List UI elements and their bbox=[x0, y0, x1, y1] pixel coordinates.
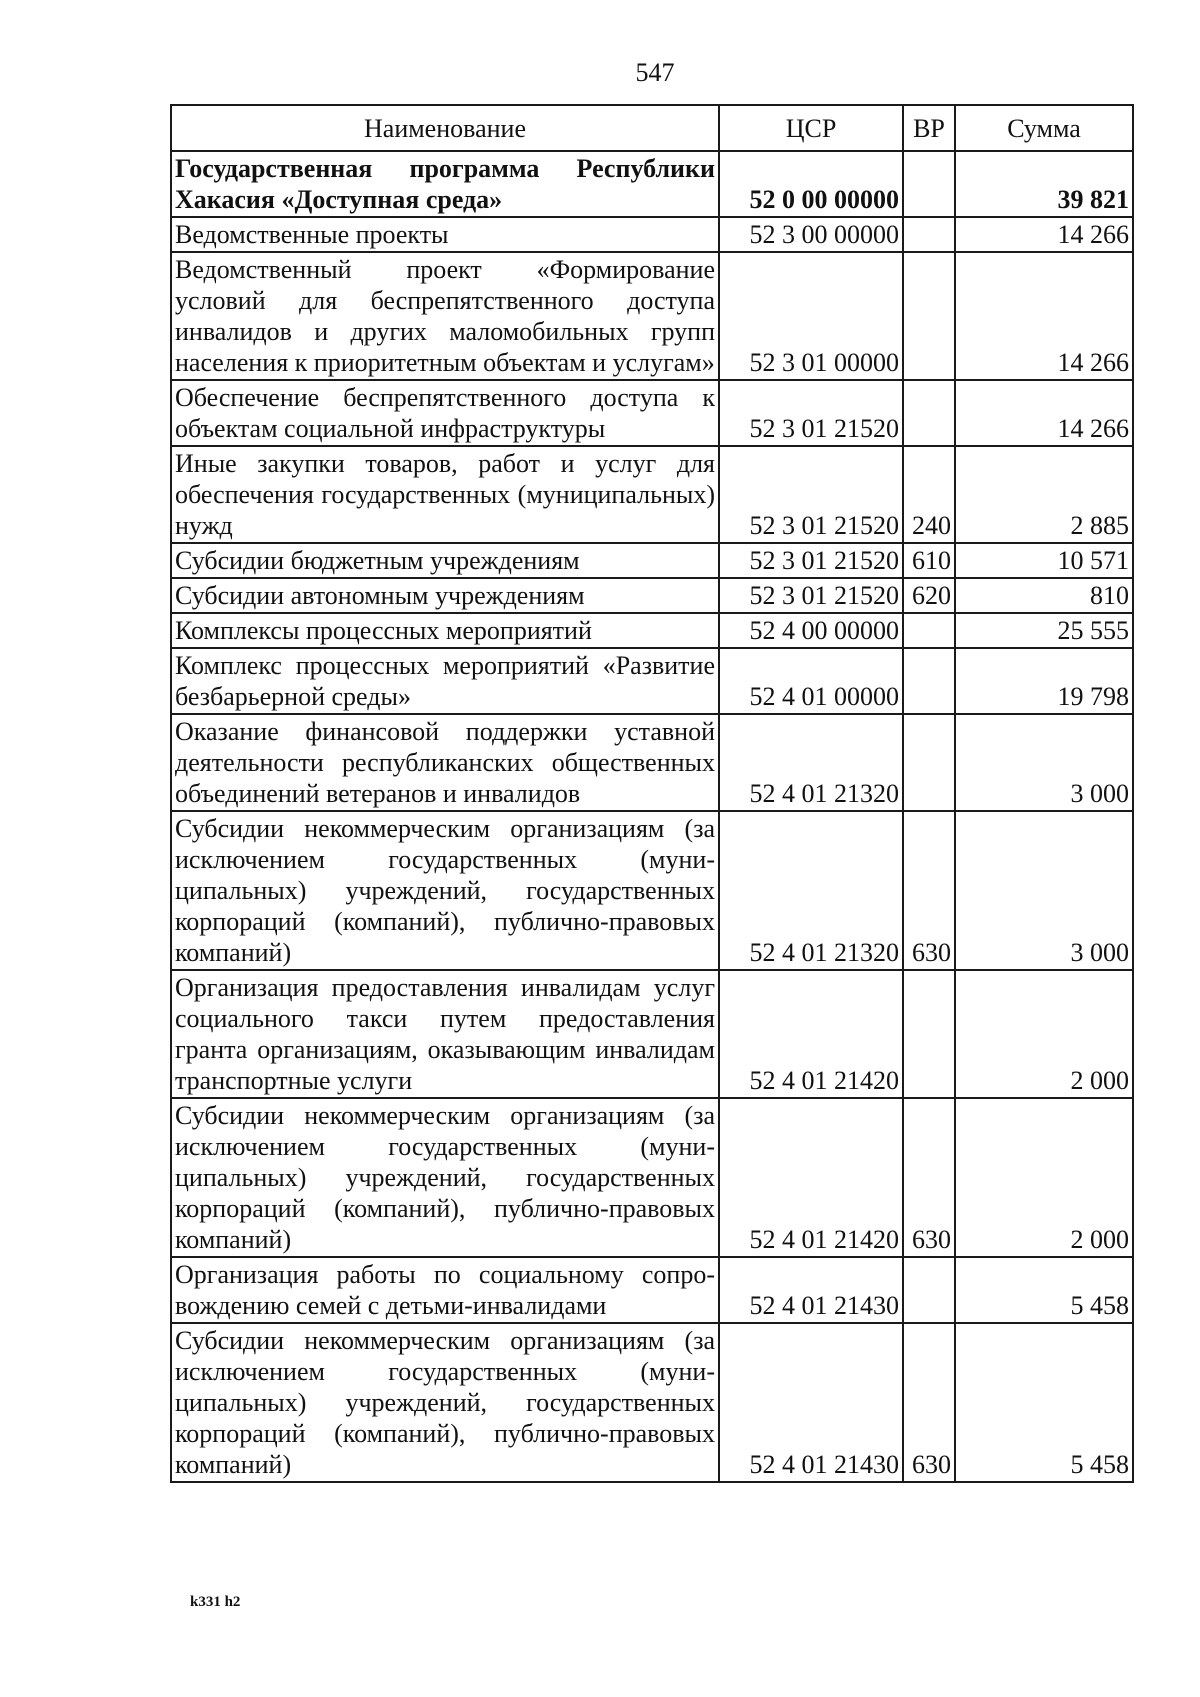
row-sum: 39 821 bbox=[955, 151, 1133, 217]
row-sum: 10 571 bbox=[955, 543, 1133, 578]
row-csr: 52 3 01 21520 bbox=[719, 578, 903, 613]
row-vr bbox=[903, 613, 955, 648]
row-csr: 52 4 01 21420 bbox=[719, 1098, 903, 1257]
row-sum: 3 000 bbox=[955, 811, 1133, 970]
table-row bbox=[171, 252, 1133, 380]
row-name: Организация предоставления инвалидам услуг социального такси путем предоставления гранта организациям, оказывающим инвалидам транспортные услуги bbox=[171, 970, 719, 1098]
row-sum: 5 458 bbox=[955, 1323, 1133, 1482]
row-name: Иные закупки товаров, работ и услуг для обеспечения государственных (муниципальных) нужд bbox=[171, 446, 719, 543]
row-sum: 19 798 bbox=[955, 648, 1133, 714]
row-sum: 2 000 bbox=[955, 970, 1133, 1098]
row-csr: 52 3 01 00000 bbox=[719, 252, 903, 380]
row-csr: 52 3 01 21520 bbox=[719, 543, 903, 578]
table-row bbox=[171, 970, 1133, 1098]
row-vr: 610 bbox=[903, 543, 955, 578]
row-csr: 52 4 01 21420 bbox=[719, 970, 903, 1098]
table-row bbox=[171, 446, 1133, 543]
header-sum: Сумма bbox=[955, 105, 1133, 151]
row-csr: 52 3 00 00000 bbox=[719, 217, 903, 252]
row-csr: 52 3 01 21520 bbox=[719, 446, 903, 543]
row-csr: 52 4 00 00000 bbox=[719, 613, 903, 648]
table-row bbox=[171, 151, 1133, 217]
budget-table bbox=[170, 104, 1134, 1483]
row-csr: 52 4 01 21430 bbox=[719, 1257, 903, 1323]
row-vr: 630 bbox=[903, 1323, 955, 1482]
row-vr bbox=[903, 217, 955, 252]
table-row bbox=[171, 1323, 1133, 1482]
row-name: Субсидии некоммерческим организациям (за исключением государственных (муниципальных) учреждений, государственных корпораций (компаний), публично-правовых компаний) bbox=[171, 1323, 719, 1482]
table-row bbox=[171, 578, 1133, 613]
table-row bbox=[171, 613, 1133, 648]
row-vr: 630 bbox=[903, 1098, 955, 1257]
row-csr: 52 4 01 21430 bbox=[719, 1323, 903, 1482]
row-vr bbox=[903, 970, 955, 1098]
row-name: Ведомственный проект «Формирование условий для беспрепятственного доступа инвалидов и других маломобильных групп населения к приоритетным объектам и услугам» bbox=[171, 252, 719, 380]
header-name: Наименование bbox=[171, 105, 719, 151]
row-sum: 14 266 bbox=[955, 252, 1133, 380]
row-sum: 14 266 bbox=[955, 380, 1133, 446]
table-row bbox=[171, 1098, 1133, 1257]
row-sum: 5 458 bbox=[955, 1257, 1133, 1323]
row-csr: 52 0 00 00000 bbox=[719, 151, 903, 217]
row-name: Субсидии некоммерческим организациям (за исключением государственных (муниципальных) учреждений, государственных корпораций (компаний), публично-правовых компаний) bbox=[171, 1098, 719, 1257]
row-sum: 2 000 bbox=[955, 1098, 1133, 1257]
row-vr bbox=[903, 380, 955, 446]
row-name: Оказание финансовой поддержки уставной деятельности республиканских общественных объединений ветеранов и инвалидов bbox=[171, 714, 719, 811]
row-vr: 240 bbox=[903, 446, 955, 543]
header-csr: ЦСР bbox=[719, 105, 903, 151]
row-sum: 3 000 bbox=[955, 714, 1133, 811]
table-row bbox=[171, 380, 1133, 446]
table-row bbox=[171, 714, 1133, 811]
row-sum: 810 bbox=[955, 578, 1133, 613]
table-row bbox=[171, 1257, 1133, 1323]
row-name: Субсидии автономным учреждениям bbox=[171, 578, 719, 613]
row-name: Комплекс процессных мероприятий «Развитие безбарьерной среды» bbox=[171, 648, 719, 714]
row-name: Субсидии некоммерческим организациям (за исключением государственных (муниципальных) учреждений, государственных корпораций (компаний), публично-правовых компаний) bbox=[171, 811, 719, 970]
row-csr: 52 4 01 00000 bbox=[719, 648, 903, 714]
table-body bbox=[171, 151, 1133, 1482]
table-row bbox=[171, 811, 1133, 970]
row-csr: 52 4 01 21320 bbox=[719, 811, 903, 970]
row-csr: 52 3 01 21520 bbox=[719, 380, 903, 446]
row-sum: 25 555 bbox=[955, 613, 1133, 648]
row-vr bbox=[903, 714, 955, 811]
page-number: 547 bbox=[635, 58, 675, 87]
row-name: Организация работы по социальному сопровождению семей с детьми-инвалидами bbox=[171, 1257, 719, 1323]
row-name: Субсидии бюджетным учреждениям bbox=[171, 543, 719, 578]
table-header bbox=[171, 105, 1133, 151]
row-name: Обеспечение беспрепятственного доступа к объектам социальной инфраструктуры bbox=[171, 380, 719, 446]
row-sum: 2 885 bbox=[955, 446, 1133, 543]
header-row bbox=[171, 105, 1133, 151]
header-vr: ВР bbox=[903, 105, 955, 151]
row-vr bbox=[903, 648, 955, 714]
row-name: Ведомственные проекты bbox=[171, 217, 719, 252]
table-row bbox=[171, 543, 1133, 578]
row-name: Комплексы процессных мероприятий bbox=[171, 613, 719, 648]
row-vr: 620 bbox=[903, 578, 955, 613]
row-vr bbox=[903, 151, 955, 217]
row-vr bbox=[903, 252, 955, 380]
table-row bbox=[171, 217, 1133, 252]
row-sum: 14 266 bbox=[955, 217, 1133, 252]
row-csr: 52 4 01 21320 bbox=[719, 714, 903, 811]
row-name: Государственная программа Республики Хакасия «Доступная среда» bbox=[171, 151, 719, 217]
row-vr: 630 bbox=[903, 811, 955, 970]
footer-code: k331 h2 bbox=[190, 1594, 241, 1610]
table-row bbox=[171, 648, 1133, 714]
row-vr bbox=[903, 1257, 955, 1323]
